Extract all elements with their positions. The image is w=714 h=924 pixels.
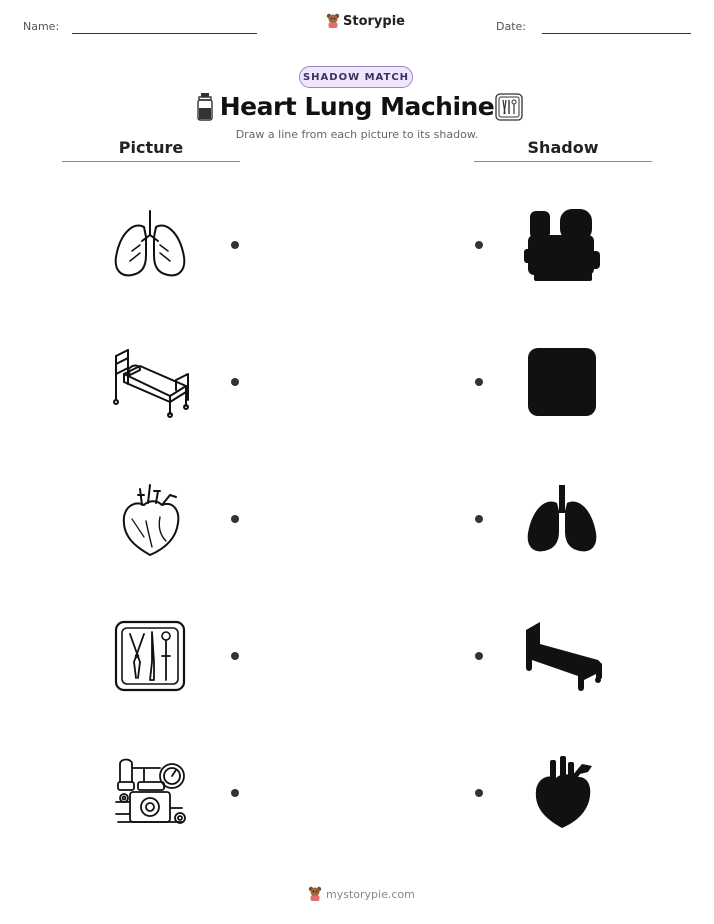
shadow-column-heading: Shadow [527, 138, 599, 157]
picture-4-dot[interactable] [231, 652, 239, 660]
lungs-icon [110, 205, 190, 285]
shadow-column-underline [474, 161, 652, 162]
name-label: Name: [23, 20, 60, 33]
instructions: Draw a line from each picture to its shadow. [235, 128, 479, 141]
surgical-tray-small-icon [495, 93, 523, 121]
heart-icon [110, 481, 190, 561]
picture-1-dot[interactable] [231, 241, 239, 249]
picture-column-heading: Picture [118, 138, 184, 157]
name-field[interactable] [72, 33, 257, 34]
surgical-tools-tray-icon [110, 616, 190, 696]
date-field[interactable] [542, 33, 691, 34]
footer-url[interactable]: mystorypie.com [326, 887, 415, 901]
shadow-3-dot[interactable] [475, 515, 483, 523]
picture-column-underline [62, 161, 240, 162]
picture-5-dot[interactable] [231, 789, 239, 797]
shadow-5-dot[interactable] [475, 789, 483, 797]
lungs-shadow-icon [522, 481, 602, 561]
date-label: Date: [496, 20, 526, 33]
bear-icon [308, 886, 322, 902]
shadow-4-dot[interactable] [475, 652, 483, 660]
hospital-bed-icon [110, 344, 190, 424]
bear-icon [326, 13, 340, 29]
picture-3-dot[interactable] [231, 515, 239, 523]
surgical-tools-tray-shadow-icon [522, 342, 602, 422]
picture-2-dot[interactable] [231, 378, 239, 386]
shadow-2-dot[interactable] [475, 378, 483, 386]
heart-lung-machine-shadow-icon [522, 205, 602, 285]
heart-shadow-icon [522, 752, 602, 832]
brand-name: Storypie [343, 13, 405, 29]
footer [308, 886, 415, 902]
shadow-1-dot[interactable] [475, 241, 483, 249]
worksheet-type-badge: SHADOW MATCH [299, 66, 413, 88]
heart-lung-machine-icon [110, 752, 190, 832]
page-title: Heart Lung Machine [219, 92, 495, 121]
hospital-bed-shadow-icon [522, 616, 602, 696]
brand-logo [326, 13, 405, 29]
